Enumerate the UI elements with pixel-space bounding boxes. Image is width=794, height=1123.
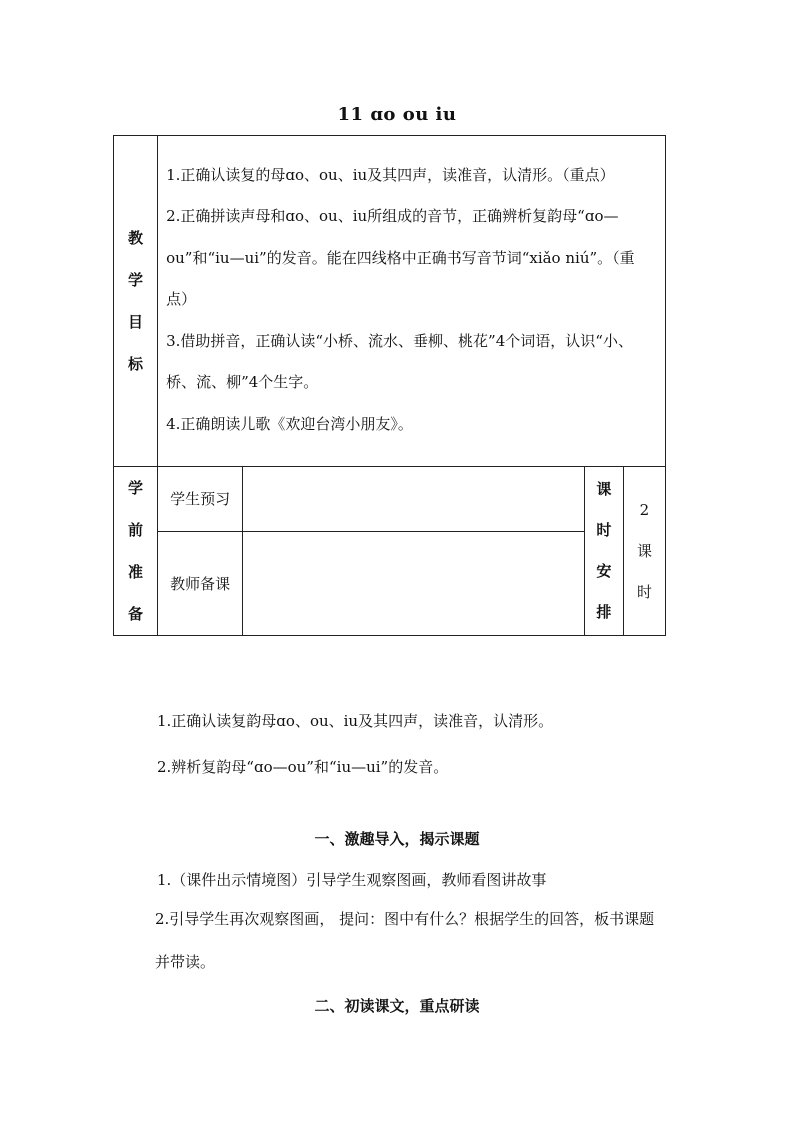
lesson-plan-table bbox=[113, 135, 666, 636]
prep-row-teacher bbox=[114, 531, 666, 635]
student-prep-label: 学生预习 bbox=[158, 467, 243, 532]
section-heading: 一、激趣导入，揭示课题 bbox=[314, 830, 480, 848]
paragraph: 1.（课件出示情境图）引导学生观察图画，教师看图讲故事 bbox=[157, 871, 547, 889]
goal-item: 2.正确拼读声母和ɑo、ou、iu所组成的音节，正确辨析复韵母“ɑo—ou”和“iu—ui”的发音。能在四线格中正确书写音节词“xiǎo niú”。（重点） bbox=[166, 207, 635, 309]
key-point: 1.正确认读复韵母ɑo、ou、iu及其四声，读准音，认清形。 bbox=[157, 712, 554, 730]
teacher-prep-label: 教师备课 bbox=[158, 531, 243, 635]
goal-item: 4.正确朗读儿歌《欢迎台湾小朋友》。 bbox=[166, 414, 413, 433]
time-value: 2 课 时 bbox=[623, 467, 665, 636]
prep-row-student bbox=[114, 467, 666, 532]
lesson-title: 11 ɑo ou iu bbox=[337, 104, 457, 125]
time-label: 课 时 安 排 bbox=[584, 467, 623, 636]
goals-content bbox=[158, 136, 666, 467]
paragraph: 2.引导学生再次观察图画， 提问：图中有什么？根据学生的回答，板书课题并带读。 bbox=[155, 910, 655, 971]
prep-label: 学 前 准 备 bbox=[114, 467, 158, 636]
goal-item: 3.借助拼音，正确认读“小桥、流水、垂柳、桃花”4个词语，认识“小、桥、流、柳”4个生字。 bbox=[166, 331, 633, 392]
goals-label: 教 学 目 标 bbox=[114, 136, 158, 467]
key-point: 2.辨析复韵母“ɑo—ou”和“iu—ui”的发音。 bbox=[157, 758, 449, 776]
section-heading: 二、初读课文，重点研读 bbox=[314, 997, 480, 1015]
student-prep-field[interactable] bbox=[243, 467, 585, 532]
goal-item: 1.正确认读复的母ɑo、ou、iu及其四声，读准音，认清形。（重点） bbox=[166, 165, 615, 184]
goals-row bbox=[114, 136, 666, 467]
teacher-prep-field[interactable] bbox=[243, 531, 585, 635]
